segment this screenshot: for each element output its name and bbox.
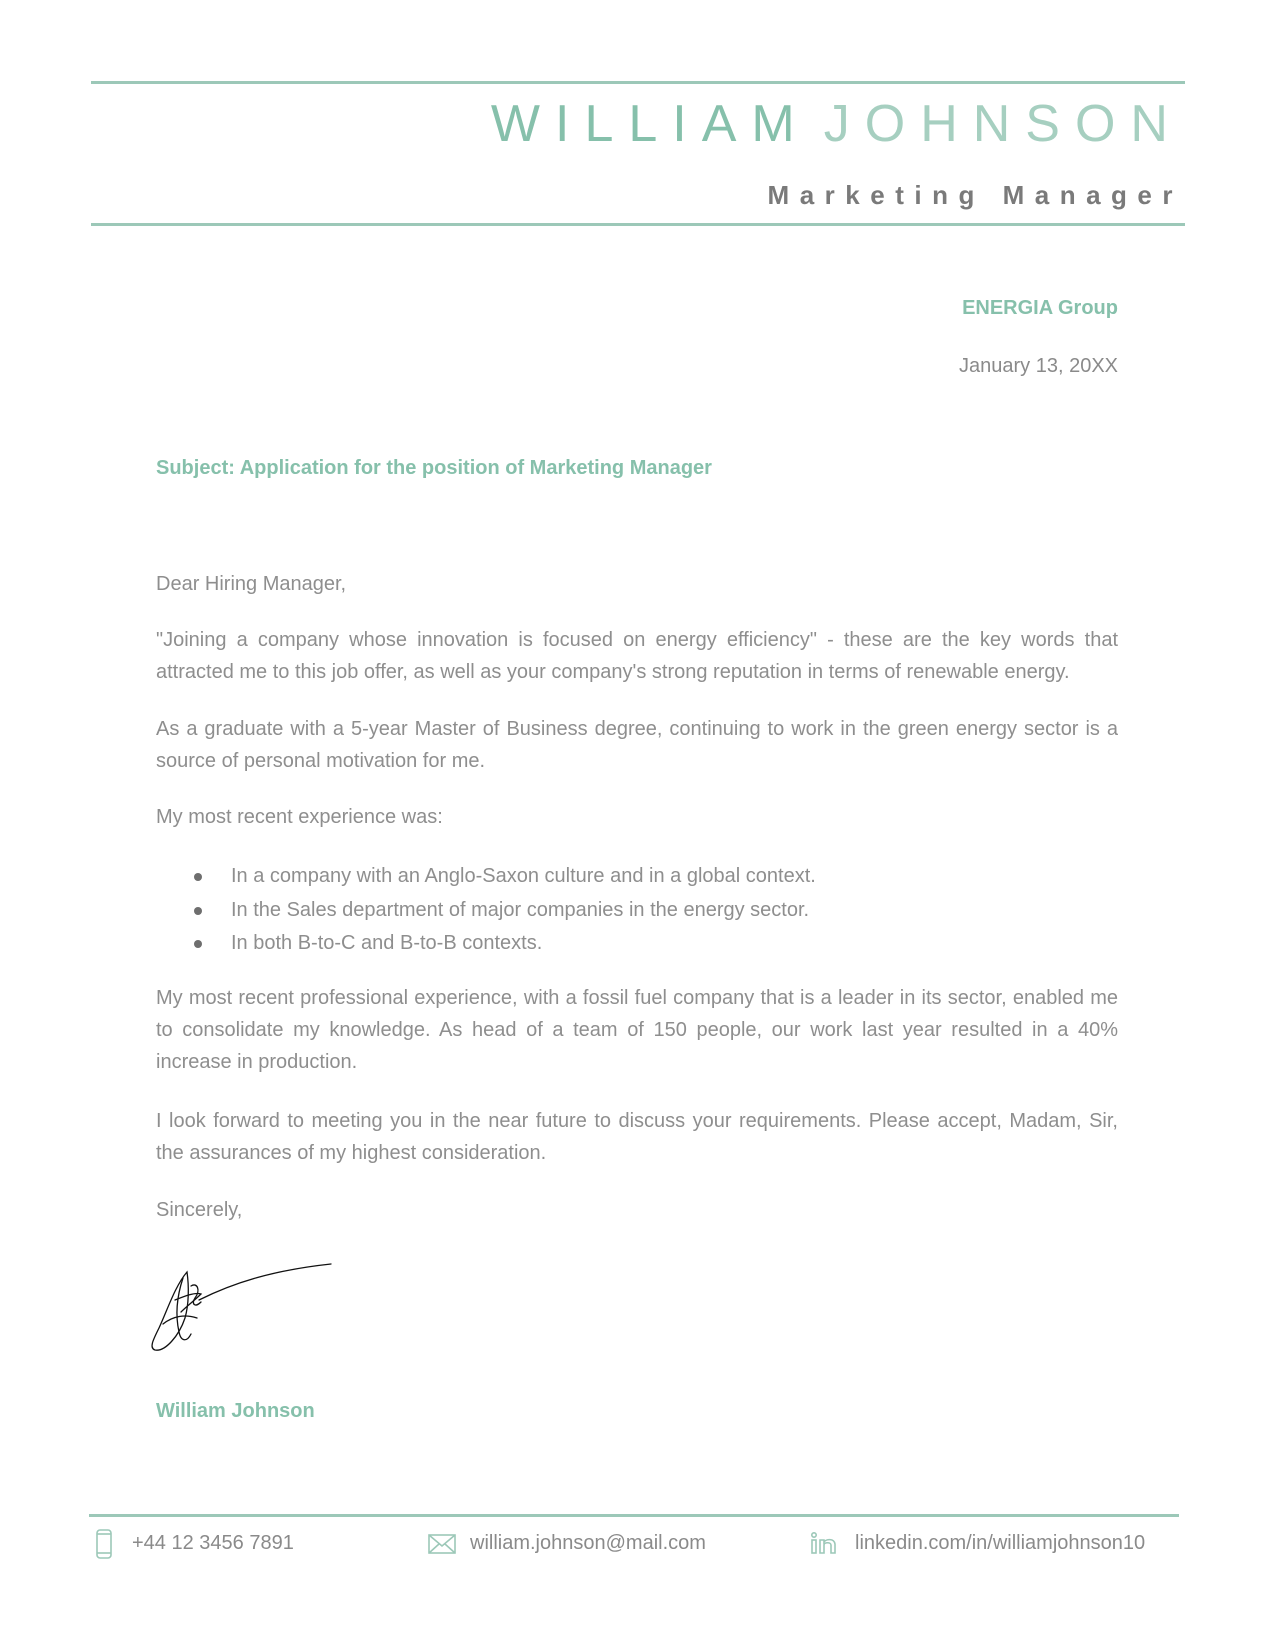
header-job-title: Marketing Manager	[767, 180, 1183, 210]
list-item-text: In both B-to-C and B-to-B contexts.	[231, 932, 543, 954]
recipient-company: ENERGIA Group	[962, 297, 1118, 319]
paragraph-2: As a graduate with a 5-year Master of Business degree, continuing to work in the green energy sector is a source of personal motivation for me.	[156, 718, 1118, 772]
linkedin-icon	[810, 1531, 838, 1555]
header-name	[490, 95, 1183, 153]
list-item-text: In the Sales department of major companies in the energy sector.	[231, 898, 810, 921]
bullet-icon	[194, 907, 202, 915]
list-item	[156, 894, 816, 928]
list-item	[156, 927, 816, 961]
paragraph-5: I look forward to meeting you in the near future to discuss your requirements. Please accept, Madam, Sir, the assurances of my highest consideration.	[156, 1110, 1118, 1164]
phone-icon	[95, 1529, 113, 1559]
paragraph-4: My most recent professional experience, with a fossil fuel company that is a leader in its sector, enabled me to consolidate my knowledge. As head of a team of 150 people, our work last year resulted in a 40% increase in production.	[156, 987, 1118, 1073]
header-top-rule	[91, 81, 1185, 84]
header-first-name: WILLIAM	[490, 95, 810, 153]
letter-date: January 13, 20XX	[959, 355, 1118, 377]
list-item	[156, 860, 816, 894]
paragraph-3: My most recent experience was:	[156, 806, 443, 828]
paragraph-1: "Joining a company whose innovation is focused on energy efficiency" - these are the key words that attracted me to this job offer, as well as your company's strong reputation in terms of renewable energy.	[156, 629, 1118, 683]
footer-rule	[89, 1514, 1179, 1517]
bullet-icon	[194, 940, 202, 948]
phone-number: +44 12 3456 7891	[132, 1532, 294, 1554]
signature-image	[145, 1256, 335, 1356]
letter-subject: Subject: Application for the position of Marketing Manager	[156, 457, 712, 479]
linkedin-url[interactable]: linkedin.com/in/williamjohnson10	[855, 1532, 1146, 1554]
experience-list	[156, 860, 816, 961]
header-last-name: JOHNSON	[823, 95, 1183, 153]
list-item-text: In a company with an Anglo-Saxon culture and in a global context.	[231, 865, 816, 887]
signer-name: William Johnson	[156, 1400, 315, 1422]
bullet-icon	[194, 873, 202, 881]
closing: Sincerely,	[156, 1199, 243, 1221]
envelope-icon	[428, 1533, 456, 1555]
email-address[interactable]: william.johnson@mail.com	[470, 1532, 706, 1554]
header-bottom-rule	[91, 223, 1185, 226]
salutation: Dear Hiring Manager,	[156, 573, 347, 595]
